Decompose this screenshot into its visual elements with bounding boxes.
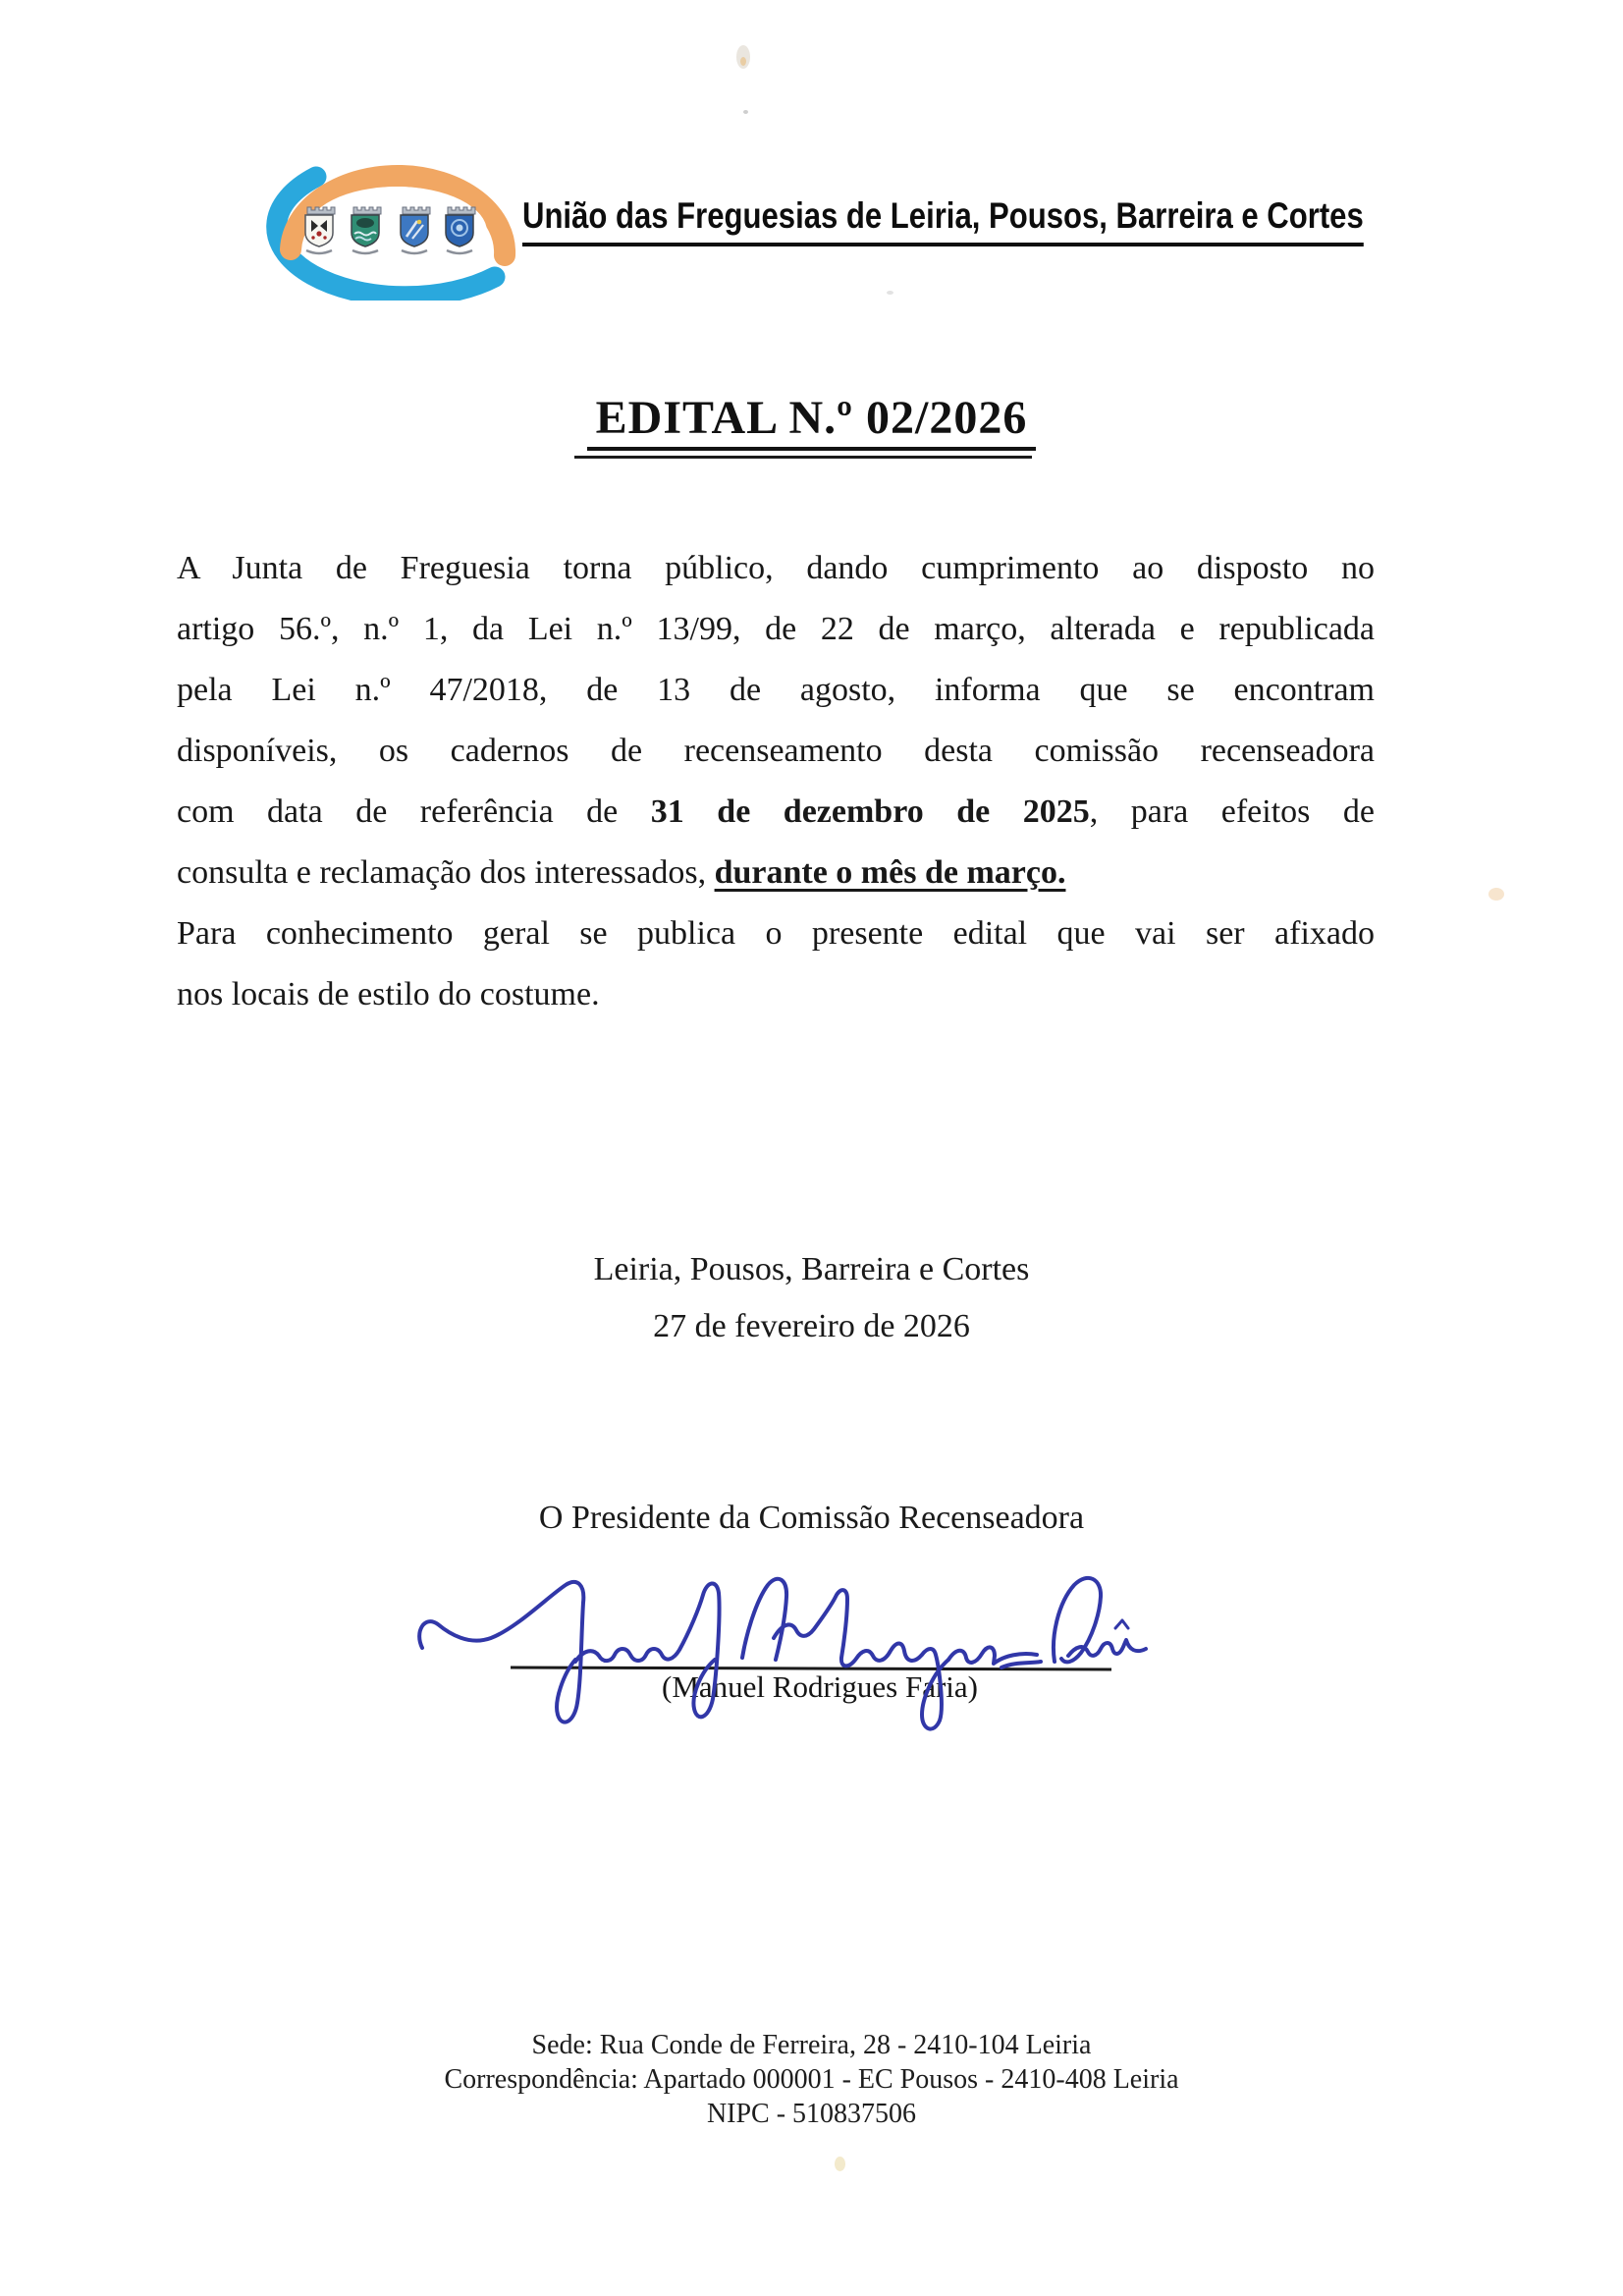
body-line: artigo 56.º, n.º 1, da Lei n.º 13/99, de 22 de março, alterada e republicada	[177, 611, 1375, 647]
signer-name: (Manuel Rodrigues Faria)	[662, 1669, 978, 1704]
scan-speck	[835, 2157, 845, 2171]
signature-ink-strokes	[419, 1578, 1146, 1729]
footer-address-line: Sede: Rua Conde de Ferreira, 28 - 2410-104 Leiria	[531, 2030, 1092, 2060]
org-name: União das Freguesias de Leiria, Pousos, Barreira e Cortes	[522, 196, 1364, 246]
scan-speck	[1488, 888, 1504, 901]
org-logo	[261, 163, 518, 301]
body-line: Para conhecimento geral se publica o presente edital que vai ser afixado	[177, 915, 1375, 952]
scan-speck	[743, 110, 748, 114]
document-title	[0, 391, 1623, 445]
place-line: Leiria, Pousos, Barreira e Cortes	[593, 1251, 1030, 1287]
edital-body	[177, 538, 1375, 1025]
body-line: disponíveis, os cadernos de recenseamento desta comissão recenseadora	[177, 733, 1375, 769]
document-title-text: EDITAL N.º 02/2026	[595, 392, 1028, 444]
signature-line	[511, 1667, 1111, 1669]
bold-date-reference: 31 de dezembro de 2025	[650, 793, 1090, 830]
scan-speck	[740, 57, 746, 66]
footer-mail-line: Correspondência: Apartado 000001 - EC Pousos - 2410-408 Leiria	[444, 2064, 1179, 2095]
body-line: A Junta de Freguesia torna público, dando cumprimento ao disposto no	[177, 550, 1375, 586]
date-line: 27 de fevereiro de 2026	[653, 1308, 970, 1344]
place-date-block	[0, 1241, 1623, 1355]
signature-image	[412, 1554, 1178, 1750]
footer-nipc-line: NIPC - 510837506	[706, 2099, 917, 2129]
scan-speck	[887, 291, 893, 295]
body-line: pela Lei n.º 47/2018, de 13 de agosto, informa que se encontram	[177, 672, 1375, 708]
bold-underlined-deadline: durante o mês de março.	[714, 854, 1066, 891]
footer-block	[0, 2028, 1623, 2131]
body-line: nos locais de estilo do costume.	[177, 976, 600, 1012]
body-line: com data de referência de 31 de dezembro de 2025, para efeitos de	[177, 793, 1375, 830]
president-role-line: O Presidente da Comissão Recenseadora	[538, 1500, 1085, 1536]
body-line: consulta e reclamação dos interessados, durante o mês de março.	[177, 854, 1066, 891]
